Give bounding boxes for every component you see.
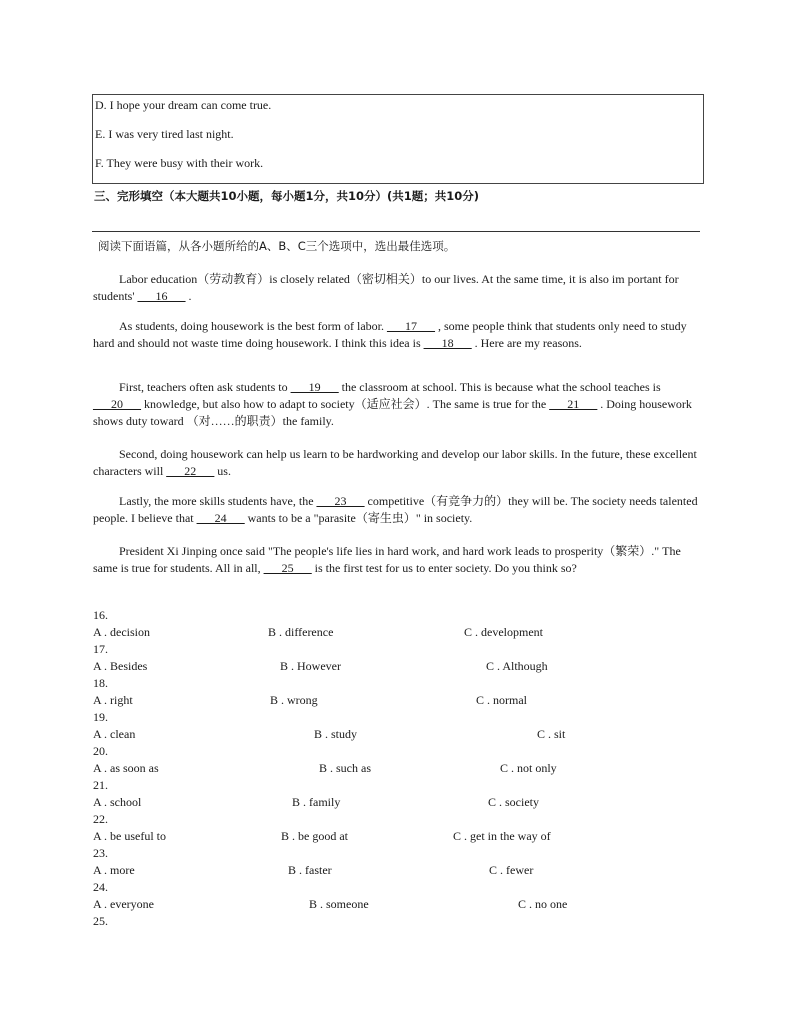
question-number: 17. [93,642,108,656]
question-16-option-b[interactable]: B . difference [268,625,334,639]
question-23-option-c[interactable]: C . fewer [489,863,534,877]
question-number: 25. [93,914,108,928]
question-24-option-b[interactable]: B . someone [309,897,369,911]
question-24-option-c[interactable]: C . no one [518,897,568,911]
passage-paragraph-5: Lastly, the more skills students have, the ___23___ competitive（有竞争力的）they will be. The society needs talented people. I believe that ___24___ wants to be a "parasite（寄生虫）" in society. [93,494,698,525]
question-number: 18. [93,676,108,690]
blank-19: ___19___ [290,380,339,394]
blank-24: ___24___ [196,511,245,525]
question-19-option-b[interactable]: B . study [314,727,358,741]
question-number: 21. [93,778,108,792]
passage-paragraph-4: Second, doing housework can help us learn to be hardworking and develop our labor skills. In the future, these excellent characters will ___22___ us. [93,447,697,478]
passage-paragraph-2: As students, doing housework is the best form of labor. ___17___ , some people think that students only need to study hard and should not waste time doing housework. I think this idea is ___18___ . Here are my reasons. [93,319,687,350]
question-18-option-b[interactable]: B . wrong [270,693,318,707]
question-18-option-a[interactable]: A . right [93,693,133,707]
question-19-option-a[interactable]: A . clean [93,727,136,741]
question-19-option-c[interactable]: C . sit [537,727,566,741]
option-e: E. I was very tired last night. [95,127,234,141]
option-box [92,94,704,184]
question-17-option-b[interactable]: B . However [280,659,341,673]
question-21-option-a[interactable]: A . school [93,795,142,809]
question-22-option-c[interactable]: C . get in the way of [453,829,551,843]
question-22-option-b[interactable]: B . be good at [281,829,348,843]
question-number: 16. [93,608,108,622]
question-17-option-a[interactable]: A . Besides [93,659,148,673]
question-24-option-a[interactable]: A . everyone [93,897,154,911]
blank-22: ___22___ [166,464,215,478]
question-number: 19. [93,710,108,724]
question-17-option-c[interactable]: C . Although [486,659,548,673]
question-number: 24. [93,880,108,894]
question-21-option-c[interactable]: C . society [488,795,539,809]
passage-paragraph-1: Labor education（劳动教育）is closely related（密切相关）to our lives. At the same time, it is also im portant for students' ___16___ . [93,272,679,303]
passage-paragraph-3: First, teachers often ask students to ___19___ the classroom at school. This is because what the school teaches is ___20___ knowledge, but also how to adapt to society（适应社会）. The same is true for the ___21___ . Doing housework shows duty toward （对……的职责）the family. [93,380,692,428]
question-number: 20. [93,744,108,758]
question-23-option-b[interactable]: B . faster [288,863,332,877]
passage-paragraph-6: President Xi Jinping once said "The people's life lies in hard work, and hard work leads to prosperity（繁荣）." The same is true for students. All in all, ___25___ is the first test for us to enter society. Do you think so? [93,544,681,575]
blank-17: ___17___ [386,319,435,333]
question-22-option-a[interactable]: A . be useful to [93,829,166,843]
question-18-option-c[interactable]: C . normal [476,693,527,707]
question-20-option-b[interactable]: B . such as [319,761,371,775]
question-23-option-a[interactable]: A . more [93,863,135,877]
question-20-option-a[interactable]: A . as soon as [93,761,159,775]
question-16-option-c[interactable]: C . development [464,625,543,639]
question-20-option-c[interactable]: C . not only [500,761,557,775]
option-f: F. They were busy with their work. [95,156,264,170]
option-d: D. I hope your dream can come true. [95,98,272,112]
blank-18: ___18___ [423,336,472,350]
question-16-option-a[interactable]: A . decision [93,625,150,639]
section-instruction: 阅读下面语篇，从各小题所给的A、B、C三个选项中，选出最佳选项。 [98,239,456,253]
blank-25: ___25___ [263,561,312,575]
question-number: 23. [93,846,108,860]
question-number: 22. [93,812,108,826]
section-title: 三、完形填空（本大题共10小题，每小题1分，共10分）(共1题；共10分) [94,189,480,203]
question-21-option-b[interactable]: B . family [292,795,341,809]
blank-21: ___21___ [549,397,598,411]
blank-20: ___20___ [93,397,141,411]
blank-23: ___23___ [316,494,365,508]
divider [92,231,700,232]
blank-16: ___16___ [137,289,186,303]
